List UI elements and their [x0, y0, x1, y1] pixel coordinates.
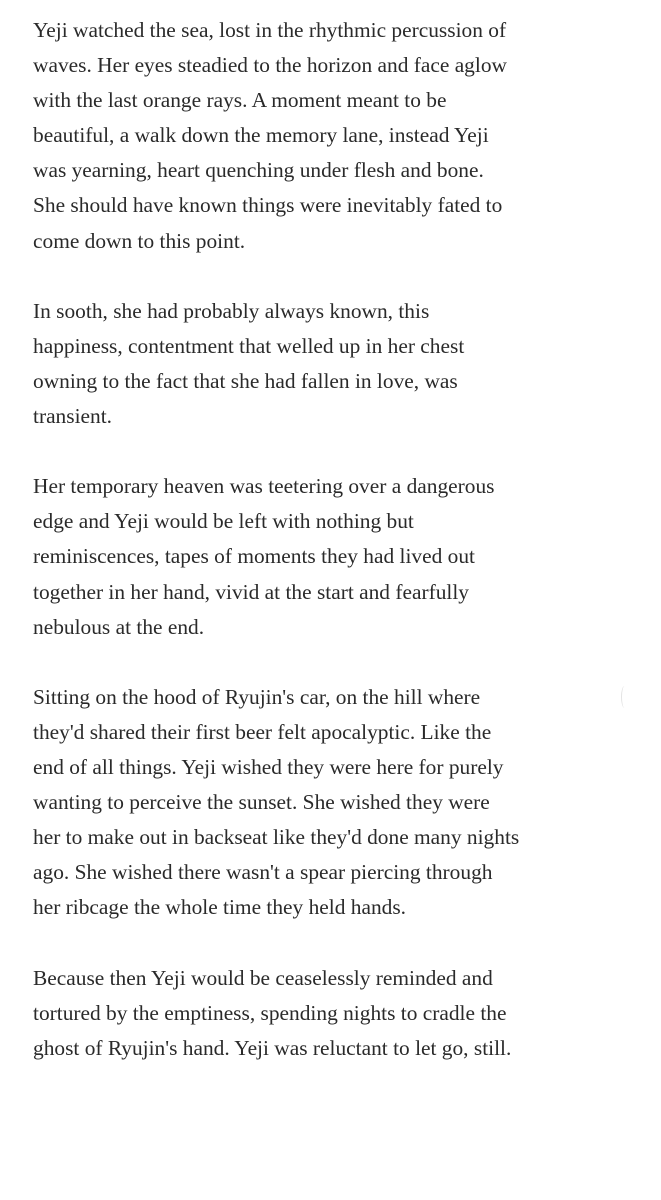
text-line: her to make out in backseat like they'd done many nights [33, 825, 520, 850]
text-line: She should have known things were inevitably fated to [33, 193, 503, 218]
text-line: Sitting on the hood of Ryujin's car, on the hill where [33, 684, 481, 709]
text-line: nebulous at the end. [33, 614, 205, 639]
text-line: Her temporary heaven was teetering over a dangerous [33, 474, 495, 499]
text-line: waves. Her eyes steadied to the horizon and face aglow [33, 53, 507, 78]
paragraph-1 [33, 13, 648, 259]
scroll-edge-mark [621, 686, 628, 708]
text-line: was yearning, heart quenching under flesh and bone. [33, 158, 484, 183]
text-line: together in her hand, vivid at the start and fearfully [33, 579, 469, 604]
text-line: they'd shared their first beer felt apocalyptic. Like the [33, 719, 492, 744]
text-line: In sooth, she had probably always known, this [33, 298, 430, 323]
text-line: happiness, contentment that welled up in her chest [33, 333, 465, 358]
text-line: with the last orange rays. A moment meant to be [33, 88, 447, 113]
text-line: transient. [33, 404, 113, 429]
paragraph-3 [33, 469, 648, 644]
text-line: tortured by the emptiness, spending nights to cradle the [33, 1000, 507, 1025]
text-line: her ribcage the whole time they held hands. [33, 895, 407, 920]
text-line: Because then Yeji would be ceaselessly reminded and [33, 965, 493, 990]
text-line: reminiscences, tapes of moments they had lived out [33, 544, 475, 569]
text-line: edge and Yeji would be left with nothing but [33, 509, 414, 534]
text-line: ago. She wished there wasn't a spear piercing through [33, 860, 493, 885]
text-line: Yeji watched the sea, lost in the rhythmic percussion of [33, 18, 507, 42]
paragraph-5 [33, 961, 648, 1066]
story-text [33, 13, 648, 1066]
text-line: owning to the fact that she had fallen in love, was [33, 368, 458, 393]
paragraph-4 [33, 680, 648, 926]
text-line: wanting to perceive the sunset. She wished they were [33, 790, 490, 815]
paragraph-2 [33, 294, 648, 434]
text-line: come down to this point. [33, 228, 246, 253]
text-line: ghost of Ryujin's hand. Yeji was reluctant to let go, still. [33, 1035, 512, 1060]
text-line: end of all things. Yeji wished they were here for purely [33, 754, 504, 779]
text-line: beautiful, a walk down the memory lane, instead Yeji [33, 123, 489, 148]
